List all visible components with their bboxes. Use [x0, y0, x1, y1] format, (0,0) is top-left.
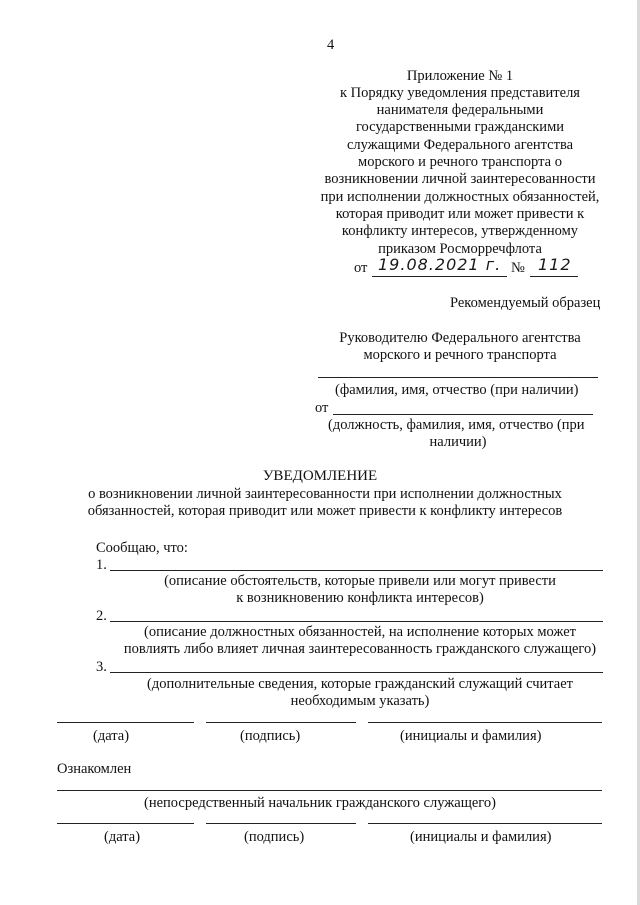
date-line — [57, 722, 194, 723]
appendix-title: Приложение № 1 — [406, 68, 514, 84]
notice-subtitle: о возникновении личной заинтересованности при исполнении должностных — [88, 486, 562, 502]
item-number: 2. — [96, 608, 107, 624]
item-caption: (описание должностных обязанностей, на исполнение которых может — [143, 624, 577, 640]
item-caption: необходимым указать) — [290, 693, 430, 709]
supervisor-line — [57, 790, 602, 791]
signature-line — [206, 722, 356, 723]
item-number: 3. — [96, 659, 107, 675]
item-number: 1. — [96, 557, 107, 573]
number-prefix: № — [511, 260, 525, 276]
position-caption: (должность, фамилия, имя, отчество (при — [328, 417, 585, 433]
intro-text: Сообщаю, что: — [96, 540, 188, 556]
number-underline — [530, 276, 578, 277]
addressee-line: морского и речного транспорта — [363, 347, 557, 363]
initials-caption: (инициалы и фамилия) — [400, 728, 542, 744]
appendix-line: к Порядку уведомления представителя — [340, 85, 580, 101]
sample-label: Рекомендуемый образец — [450, 295, 601, 311]
initials-caption: (инициалы и фамилия) — [410, 829, 552, 845]
initials-line — [368, 722, 602, 723]
initials-line — [368, 823, 602, 824]
appendix-line: конфликту интересов, утвержденному — [341, 223, 579, 239]
acknowledged-label: Ознакомлен — [57, 761, 132, 777]
appendix-line: при исполнении должностных обязанностей, — [320, 189, 600, 205]
notice-subtitle: обязанностей, которая приводит или может привести к конфликту интересов — [87, 503, 563, 519]
signature-caption: (подпись) — [240, 728, 301, 744]
item-line — [110, 570, 603, 571]
notice-title: УВЕДОМЛЕНИЕ — [262, 468, 378, 484]
fio-line — [318, 377, 598, 378]
supervisor-caption: (непосредственный начальник гражданского служащего) — [144, 795, 496, 811]
appendix-line: служащими Федерального агентства — [346, 137, 574, 153]
from-prefix: от — [315, 400, 329, 416]
date-underline — [372, 276, 507, 277]
appendix-line: возникновении личной заинтересованности — [324, 171, 596, 187]
date-prefix: от — [354, 260, 368, 276]
date-line — [57, 823, 194, 824]
addressee-line: Руководителю Федерального агентства — [339, 330, 581, 346]
appendix-line: государственными гражданскими — [355, 119, 565, 135]
date-caption: (дата) — [104, 829, 141, 845]
order-number: 112 — [538, 255, 572, 274]
item-caption: (описание обстоятельств, которые привели или могут привести — [164, 573, 556, 589]
appendix-line: которая приводит или может привести к — [335, 206, 585, 222]
item-line — [110, 672, 603, 673]
item-caption: к возникновению конфликта интересов) — [236, 590, 484, 606]
appendix-line: морского и речного транспорта о — [358, 154, 562, 170]
appendix-line: нанимателя федеральными — [376, 102, 544, 118]
fio-caption: (фамилия, имя, отчество (при наличии) — [335, 382, 579, 398]
signature-caption: (подпись) — [244, 829, 305, 845]
item-line — [110, 621, 603, 622]
page-number: 4 — [327, 37, 335, 53]
signature-line — [206, 823, 356, 824]
date-caption: (дата) — [93, 728, 130, 744]
item-caption: повлиять либо влияет личная заинтересованность гражданского служащего) — [123, 641, 597, 657]
order-date: 19.08.2021 г. — [378, 255, 502, 274]
appendix-line: приказом Росморречфлота — [378, 241, 542, 257]
item-caption: (дополнительные сведения, которые гражданский служащий считает — [147, 676, 573, 692]
position-caption: наличии) — [429, 434, 487, 450]
from-line — [333, 414, 593, 415]
